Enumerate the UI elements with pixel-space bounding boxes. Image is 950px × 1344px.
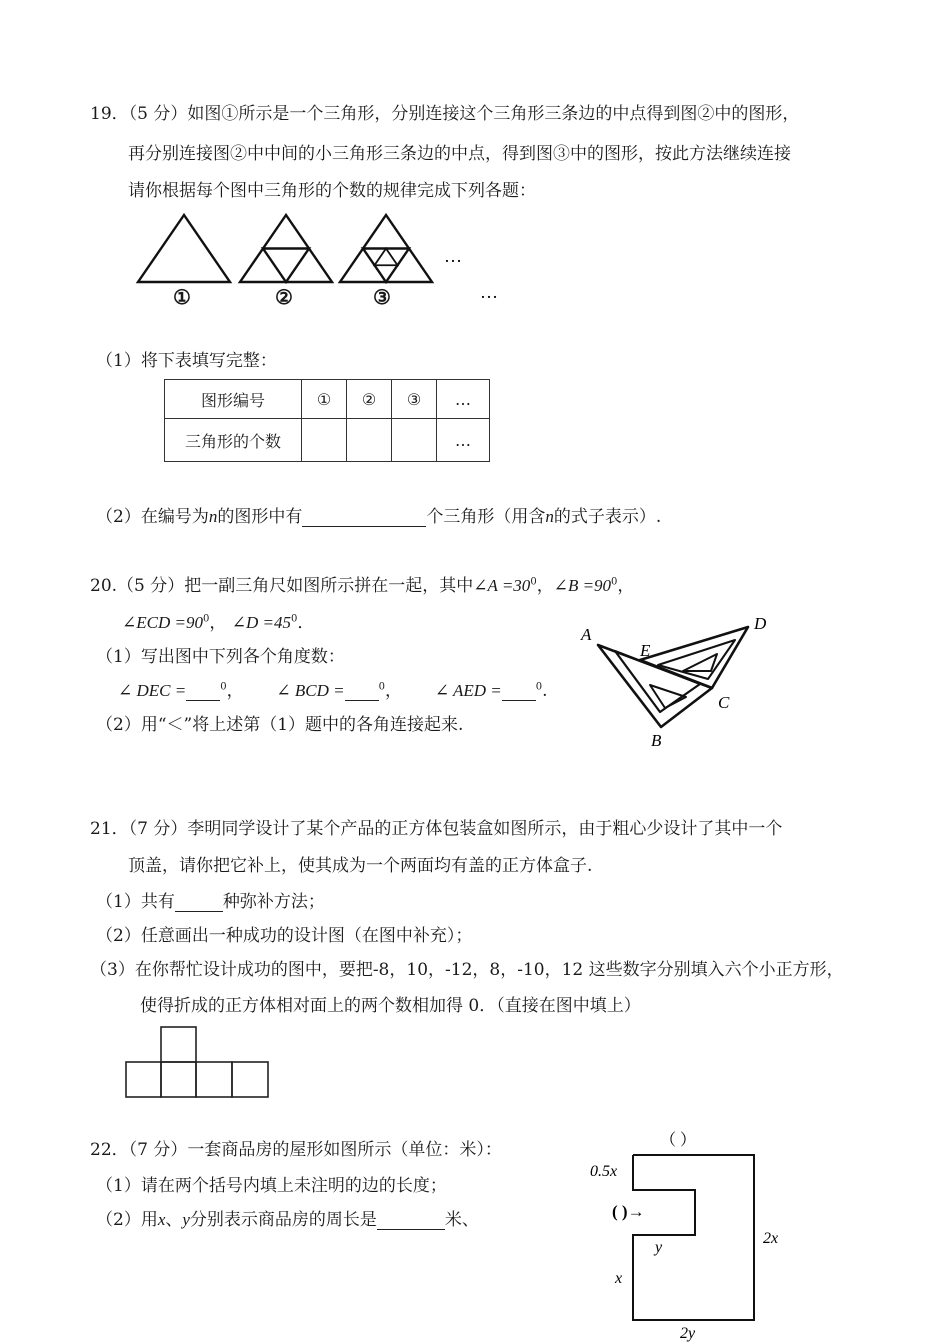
q22-line1: 22．（7 分）一套商品房的屋形如图所示（单位：米）： (90, 1140, 502, 1160)
q21-line2: 顶盖，请你把它补上，使其成为一个两面均有盖的正方体盒子. (128, 856, 593, 876)
q19-line1: 19．（5 分）如图①所示是一个三角形，分别连接这个三角形三条边的中点得到图②中的图形， (90, 104, 800, 124)
q19-part1: （1）将下表填写完整： (96, 351, 277, 371)
q20-part1: （1）写出图中下列各个角度数： (96, 647, 345, 667)
q20-line1-c: ，∠ (536, 576, 568, 596)
fig19-label-3: ③ (373, 285, 391, 309)
table-cell: ② (347, 380, 392, 419)
angle-b-value: B =90 (567, 576, 612, 595)
angle-bcd-label: ∠ BCD = (276, 681, 345, 700)
q22-part2-a: （2）用 (96, 1210, 158, 1230)
degree-mark: 0 (291, 613, 298, 625)
label-y: y (655, 1239, 663, 1256)
degree-mark: 0 (530, 576, 537, 588)
angle-d-value: D =45 (246, 613, 292, 632)
q20-line2-e: ． (297, 613, 315, 633)
var-y: y (182, 1210, 190, 1229)
fig19-ellipsis-1: … (444, 246, 462, 266)
label-2x-right: 2x (763, 1230, 779, 1247)
table-cell: 图形编号 (165, 380, 302, 419)
label-2y: 2y (680, 1325, 696, 1342)
degree-mark: 0 (535, 681, 543, 693)
angle-aed-label: ∠ AED = (434, 681, 502, 700)
q20-part2: （2）用“＜”将上述第（1）题中的各角连接起来. (96, 715, 464, 735)
floor-plan-outline (633, 1155, 754, 1320)
q21-line1: 21．（7 分）李明同学设计了某个产品的正方体包装盒如图所示，由于粗心少设计了其中一个 (90, 819, 783, 839)
separator: 、 (165, 1210, 183, 1230)
label-05x: 0.5x (590, 1163, 618, 1180)
angle-dec-label: ∠ DEC = (118, 681, 187, 700)
table-cell: … (437, 380, 490, 419)
q20-line2-c: ， ∠ (209, 613, 247, 633)
label-c: C (718, 693, 730, 712)
q21-part1-b: 种弥补方法； (222, 892, 325, 912)
q19-part2-d: 的式子表示）. (553, 507, 662, 527)
fig19-ellipsis-2: … (480, 282, 498, 302)
label-d: D (754, 614, 767, 633)
degree-mark: 0 (220, 681, 227, 693)
label-e: E (640, 641, 651, 660)
q20-line1-a: 20.（5 分）把一副三角尺如图所示拼在一起，其中∠ (90, 576, 488, 596)
comma: ， (226, 681, 244, 701)
q19-part2-c: 个三角形（用含 (426, 507, 546, 527)
q22-part2-b: 分别表示商品房的周长是 (189, 1210, 377, 1230)
comma: ， (385, 681, 402, 701)
table-cell: 三角形的个数 (165, 419, 302, 462)
angle-ecd-value: ECD =90 (136, 613, 203, 632)
q21-part3-line2: 使得折成的正方体相对面上的两个数相加得 0．（直接在图中填上） (140, 996, 641, 1016)
var-x: x (157, 1210, 166, 1229)
q22-part1: （1）请在两个括号内填上未注明的边的长度； (96, 1176, 447, 1196)
var-n: n (545, 507, 554, 526)
table-cell: ③ (392, 380, 437, 419)
table-cell: ① (302, 380, 347, 419)
table-cell: … (437, 419, 490, 462)
q20-line1-e: ， (617, 576, 635, 596)
q21-part1-a: （1）共有 (96, 892, 175, 912)
q19-line3: 请你根据每个图中三角形的个数的规律完成下列各题： (128, 181, 536, 201)
label-a: A (581, 625, 592, 644)
q19-part2-b: 的图形中有 (217, 507, 303, 527)
q19-line2: 再分别连接图②中中间的小三角形三条边的中点，得到图③中的图形，按此方法继续连接 (128, 144, 791, 164)
var-n: n (208, 507, 218, 526)
q20-line2-a: ∠ (122, 613, 137, 633)
label-b: B (651, 731, 662, 750)
degree-mark: 0 (202, 613, 210, 625)
q21-part3: （3）在你帮忙设计成功的图中，要把-8，10，-12，8，-10，12 这些数字分别填入六个小正方形， (90, 960, 844, 980)
angle-a-value: A =30 (487, 576, 531, 595)
q19-part2-a: （2）在编号为 (96, 507, 209, 527)
fig19-label-2: ② (275, 285, 293, 309)
q21-part2: （2）任意画出一种成功的设计图（在图中补充）； (96, 926, 473, 946)
fig19-label-1: ① (173, 285, 191, 309)
label-top-paren: （ ） (660, 1132, 697, 1149)
q22-part2-c: 米、 (444, 1210, 479, 1230)
label-left-paren: ( )→ (612, 1202, 645, 1221)
degree-mark: 0 (611, 576, 618, 588)
period: . (542, 681, 548, 701)
label-x: x (615, 1270, 623, 1287)
degree-mark: 0 (378, 681, 385, 693)
